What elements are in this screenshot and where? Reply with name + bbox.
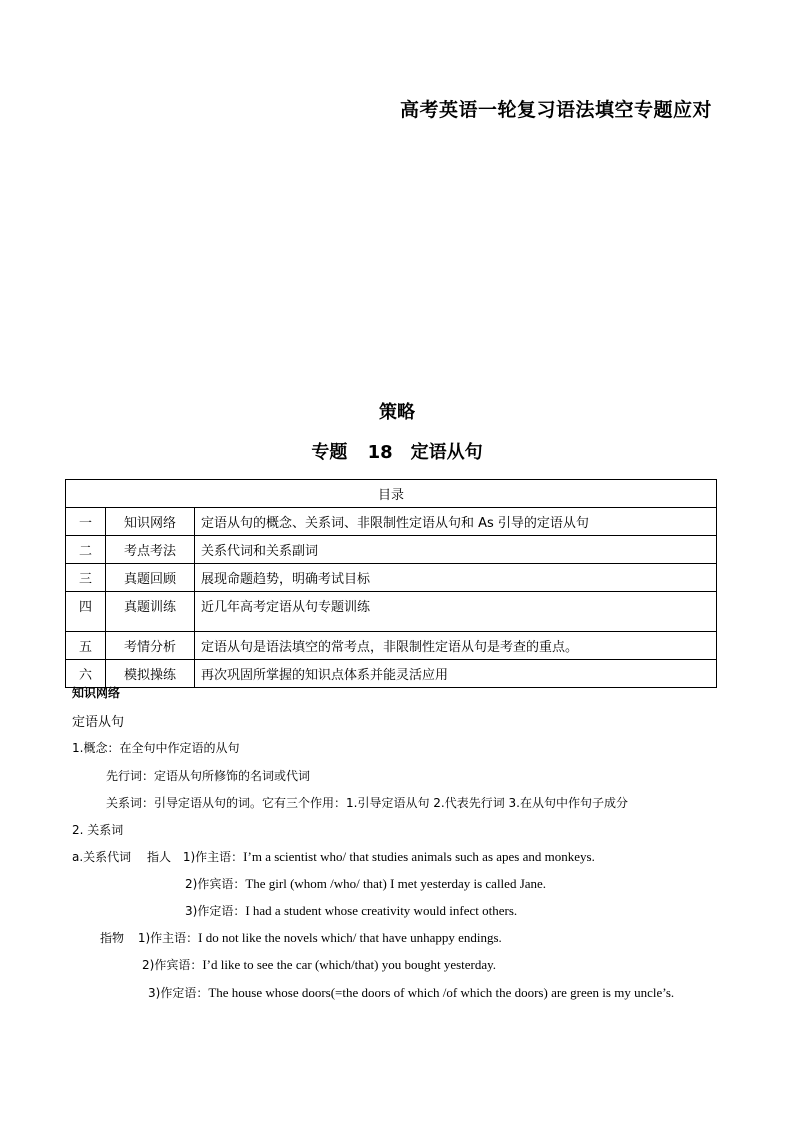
table-of-contents bbox=[65, 479, 717, 688]
toc-row-name: 考情分析 bbox=[106, 632, 195, 660]
toc-row-name: 模拟操练 bbox=[106, 660, 195, 688]
toc-row-description: 关系代词和关系副词 bbox=[195, 536, 717, 564]
example-sentence: I’m a scientist who/ that studies animals such as apes and monkeys. bbox=[243, 849, 595, 864]
section-label: 知识网络 bbox=[72, 686, 121, 700]
toc-row-description: 近几年高考定语从句专题训练 bbox=[195, 592, 717, 632]
relative-pronoun-row bbox=[72, 848, 595, 865]
concept-line: 1.概念：在全句中作定语的从句 bbox=[72, 741, 240, 755]
antecedent-line: 先行词：定语从句所修饰的名词或代词 bbox=[106, 769, 311, 783]
toc-row-description: 定语从句的概念、关系词、非限制性定语从句和 As 引导的定语从句 bbox=[195, 508, 717, 536]
example-sentence: I’d like to see the car (which/that) you bought yesterday. bbox=[202, 957, 497, 972]
toc-row-name: 真题训练 bbox=[106, 592, 195, 632]
relative-word-line: 关系词：引导定语从句的词。它有三个作用：1.引导定语从句 2.代表先行词 3.在从句中作句子成分 bbox=[106, 796, 628, 810]
section-subtitle: 定语从句 bbox=[72, 715, 125, 730]
table-row bbox=[66, 536, 717, 564]
example-sentence: I do not like the novels which/ that have unhappy endings. bbox=[198, 930, 502, 945]
toc-row-number: 五 bbox=[66, 632, 106, 660]
toc-row-number: 二 bbox=[66, 536, 106, 564]
thing-subject-row bbox=[100, 929, 502, 946]
toc-row-number: 四 bbox=[66, 592, 106, 632]
table-row bbox=[66, 632, 717, 660]
person-object-row bbox=[185, 875, 546, 892]
object-label: 2)作宾语： bbox=[142, 958, 203, 972]
table-row bbox=[66, 508, 717, 536]
toc-header: 目录 bbox=[66, 480, 717, 508]
strategy-heading: 策略 bbox=[379, 402, 415, 423]
relative-words-heading: 2. 关系词 bbox=[72, 823, 124, 837]
relative-pronoun-label: a.关系代词 bbox=[72, 850, 132, 864]
table-row bbox=[66, 592, 717, 632]
thing-attributive-row bbox=[148, 984, 674, 1001]
person-attributive-row bbox=[185, 902, 517, 919]
table-row bbox=[66, 564, 717, 592]
attributive-label: 3)作定语： bbox=[185, 904, 246, 918]
toc-row-number: 六 bbox=[66, 660, 106, 688]
subject-label: 1)作主语： bbox=[137, 931, 199, 945]
toc-row-description: 定语从句是语法填空的常考点，非限制性定语从句是考查的重点。 bbox=[195, 632, 717, 660]
example-sentence: I had a student whose creativity would infect others. bbox=[245, 903, 518, 918]
toc-row-description: 展现命题趋势，明确考试目标 bbox=[195, 564, 717, 592]
toc-row-description: 再次巩固所掌握的知识点体系并能灵活应用 bbox=[195, 660, 717, 688]
toc-row-number: 一 bbox=[66, 508, 106, 536]
toc-row-name: 知识网络 bbox=[106, 508, 195, 536]
toc-row-name: 真题回顾 bbox=[106, 564, 195, 592]
document-title: 高考英语一轮复习语法填空专题应对 bbox=[399, 99, 712, 121]
attributive-label: 3)作定语： bbox=[148, 986, 209, 1000]
thing-object-row bbox=[142, 956, 496, 973]
person-label: 指人 bbox=[147, 850, 172, 864]
thing-label: 指物 bbox=[100, 931, 125, 945]
toc-row-name: 考点考法 bbox=[106, 536, 195, 564]
table-row bbox=[66, 660, 717, 688]
example-sentence: The girl (whom /who/ that) I met yesterday is called Jane. bbox=[245, 876, 547, 891]
object-label: 2)作宾语： bbox=[185, 877, 246, 891]
topic-heading: 专题 18 定语从句 bbox=[311, 442, 483, 463]
subject-label: 1)作主语： bbox=[182, 850, 244, 864]
toc-row-number: 三 bbox=[66, 564, 106, 592]
example-sentence: The house whose doors(=the doors of which /of which the doors) are green is my uncle’s. bbox=[208, 985, 675, 1000]
